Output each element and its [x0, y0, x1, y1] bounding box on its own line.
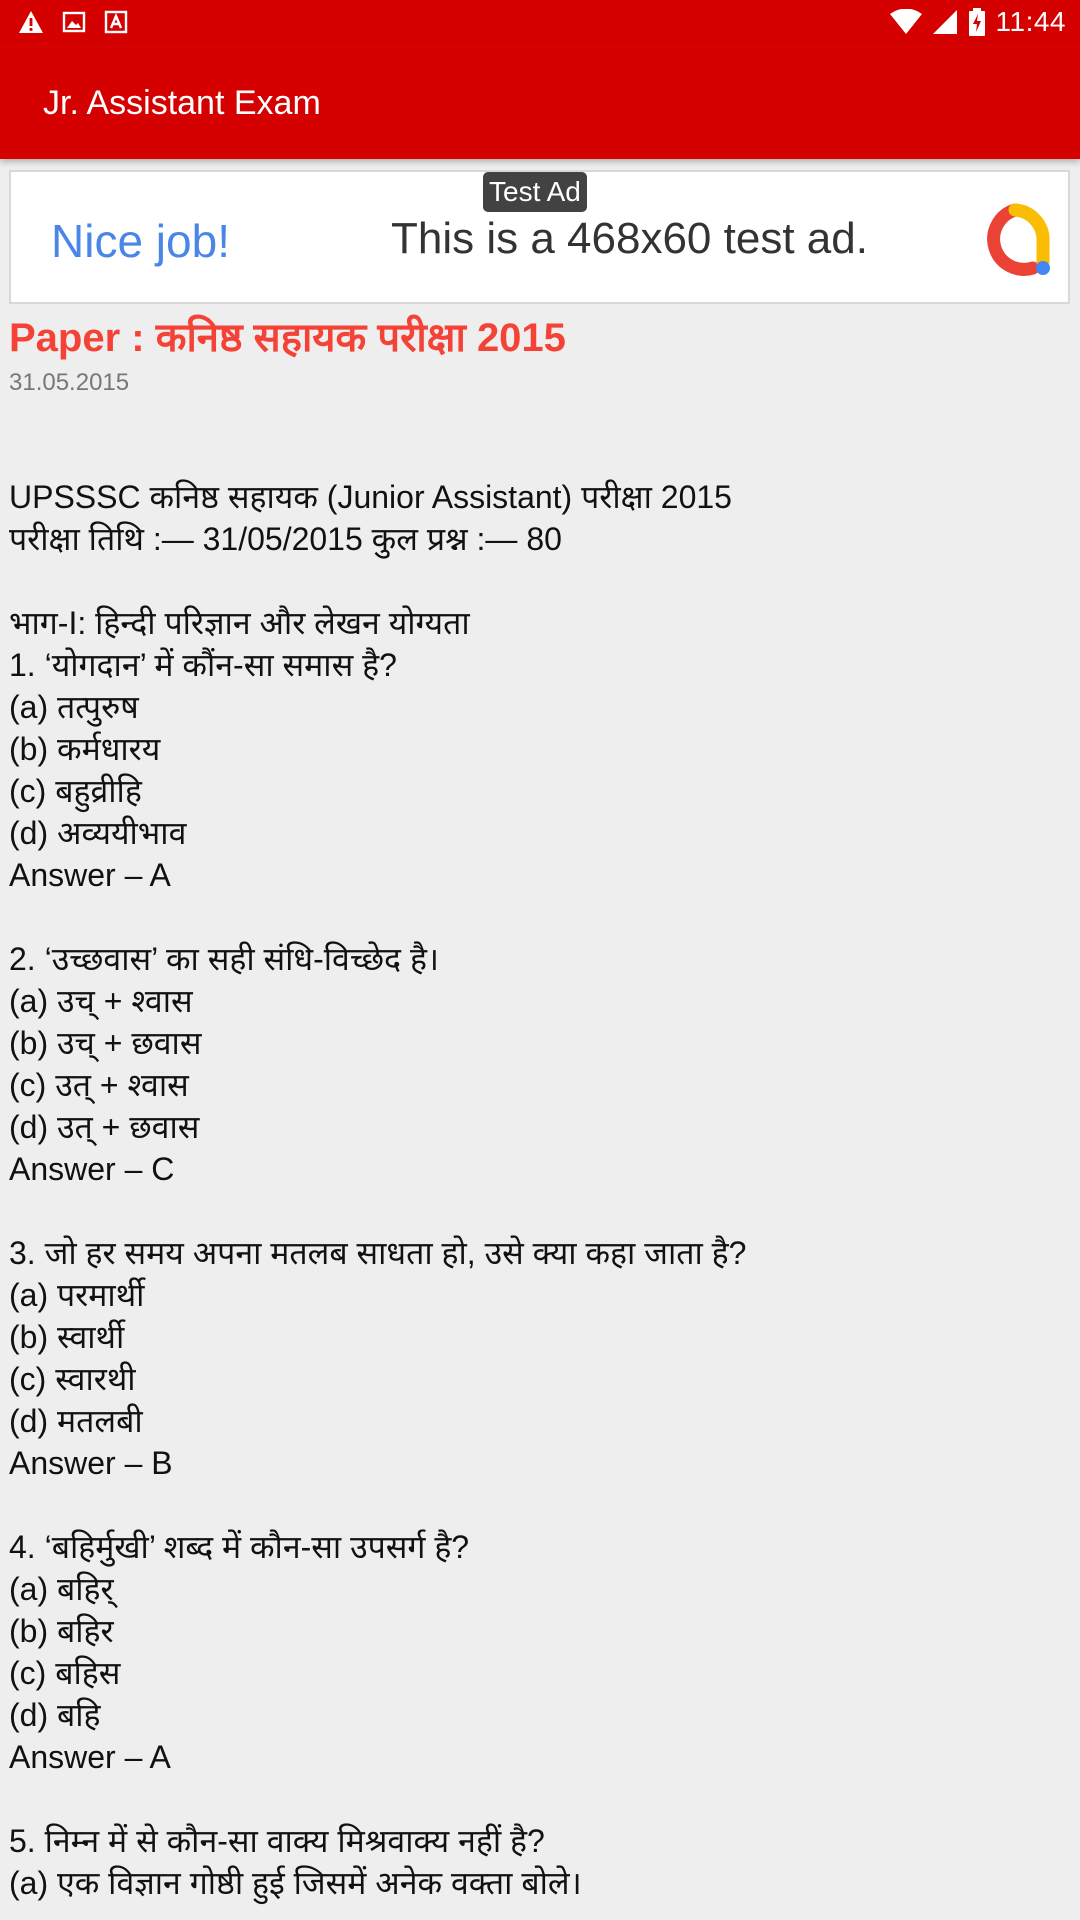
- section-heading: भाग-I: हिन्दी परिज्ञान और लेखन योग्यता: [9, 605, 470, 641]
- status-system: [890, 6, 1067, 38]
- intro-line: UPSSSC कनिष्ठ सहायक (Junior Assistant) परीक्षा 2015: [9, 479, 732, 515]
- question-answer: Answer – A: [9, 1739, 171, 1775]
- question-option: (c) उत् + श्वास: [9, 1067, 189, 1103]
- wifi-icon: [890, 9, 922, 35]
- status-notifications: [18, 10, 128, 34]
- question-text: 4. ‘बहिर्मुखी’ शब्द में कौन-सा उपसर्ग है?: [9, 1529, 470, 1565]
- app-bar: [0, 44, 1080, 159]
- question-option: (b) कर्मधारय: [9, 731, 161, 767]
- question-option: (a) परमार्थी: [9, 1277, 145, 1313]
- question-option: (a) बहिर्: [9, 1571, 114, 1607]
- ad-banner[interactable]: [9, 170, 1070, 304]
- question-option: (d) मतलबी: [9, 1403, 143, 1439]
- question-option: (d) अव्ययीभाव: [9, 815, 187, 851]
- image-icon: [62, 10, 86, 34]
- app-title: Jr. Assistant Exam: [43, 84, 321, 122]
- status-bar: [0, 0, 1080, 44]
- question-option: (c) बहुव्रीहि: [9, 773, 142, 809]
- question-option: (a) उच् + श्वास: [9, 983, 193, 1019]
- status-time: 11:44: [995, 6, 1066, 37]
- ad-body[interactable]: This is a 468x60 test ad.: [391, 214, 868, 263]
- article-content: [9, 476, 1069, 1904]
- question-option: (a) एक विज्ञान गोष्ठी हुई जिसमें अनेक वक्ता बोले।: [9, 1865, 582, 1901]
- question-option: (c) स्वारथी: [9, 1361, 136, 1397]
- ad-badge: Test Ad: [483, 172, 587, 212]
- question-option: (d) बहि: [9, 1697, 101, 1733]
- intro-line: परीक्षा तिथि :— 31/05/2015 कुल प्रश्न :— 80: [9, 521, 562, 557]
- question-option: (c) बहिस: [9, 1655, 121, 1691]
- page-title: Paper : कनिष्ठ सहायक परीक्षा 2015: [9, 316, 566, 360]
- question-option: (a) तत्पुरुष: [9, 689, 139, 725]
- battery-charging-icon: [968, 8, 986, 36]
- question-answer: Answer – A: [9, 857, 171, 893]
- question-text: 1. ‘योगदान’ में कौंन-सा समास है?: [9, 647, 397, 683]
- question-text: 3. जो हर समय अपना मतलब साधता हो, उसे क्या कहा जाता है?: [9, 1235, 747, 1271]
- question-option: (b) उच् + छवास: [9, 1025, 202, 1061]
- question-answer: Answer – C: [9, 1151, 175, 1187]
- question-text: 5. निम्न में से कौन-सा वाक्य मिश्रवाक्य नहीं है?: [9, 1823, 545, 1859]
- question-text: 2. ‘उच्छवास’ का सही संधि-विच्छेद है।: [9, 941, 440, 977]
- question-option: (b) स्वार्थी: [9, 1319, 125, 1355]
- cell-signal-icon: [932, 9, 958, 35]
- ad-logo-icon[interactable]: [977, 202, 1053, 278]
- article-header: [9, 312, 1069, 398]
- question-option: (b) बहिर: [9, 1613, 114, 1649]
- question-option: (d) उत् + छवास: [9, 1109, 200, 1145]
- ad-headline[interactable]: Nice job!: [51, 215, 230, 267]
- paper-date: 31.05.2015: [9, 369, 130, 396]
- font-a-icon: [104, 10, 128, 34]
- question-answer: Answer – B: [9, 1445, 173, 1481]
- warning-icon: [18, 10, 44, 34]
